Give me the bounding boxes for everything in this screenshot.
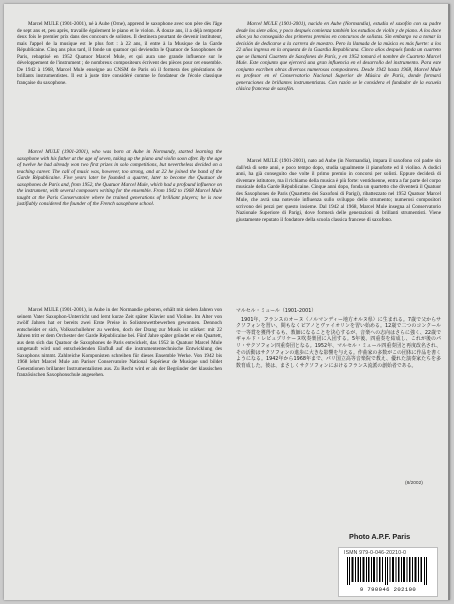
catalog-code: (8/2002) — [405, 481, 423, 486]
english-biography — [17, 149, 222, 208]
german-biography — [17, 307, 222, 379]
spanish-paragraph: Marcel MULE (1901-2001), nacido en Aube (Normandía), estudia el saxofón con su padre desde los siete años, y poco después comienza también los estudios de violín y de piano. A los doce años ya ha conseguido dos primeros premios en concursos de solistas. Sin embargo va a tomar la decisión de dedicarse a la carrera de maestro. Pero la llamada de la música es más fuerte: a los 22 años ingresa en la orquesta de la Guardia Republicana. Cinco años después funda un cuarteto que se llamará Cuarteto de Saxofones de París, y en 1952 tomará el nombre de Cuarteto Marcel Mule. Este conjunto que ejercerá una gran influencia en el desarrollo del instrumento. Para este conjunto escriben obras diversos numerosos compositores. Desde 1942 hasta 1968, Marcel Mule es profesor en el Conservatorio Nacional Superior de Música de París, donde formará generaciones de brillantes instrumentistas. Con razón se le considera el fundador de la escuela clásica francesa de saxofón. — [236, 21, 441, 93]
ismn-label: ISMN 979-0-046-20210-0 — [344, 550, 407, 556]
french-paragraph: Marcel MULE (1901-2001), né à Aube (Orne), apprend le saxophone avec son père dès l'âge de sept ans et, peu après, travaille également le piano et le violon. À douze ans, il a déjà remporté deux fois le premier prix dans des concours de solistes. Il destinera pourtant de devenir instituteur, mais l'appel de la musique est le plus fort : à 22 ans, il entre à la Musique de la Garde Républicaine. Cinq ans plus tard, il fonde un quatuor qui deviendra le Quatuor de Saxophones de Paris, rebaptisé en 1952 Quatuor Marcel Mule, et qui aura une grande influence sur le développement de l'instrument ; de nombreux compositeurs écrivent des pièces pour cet ensemble. De 1942 à 1968, Marcel Mule enseigne au CNSM de Paris où il formera des générations de brillants instrumentistes. Il est à juste titre considéré comme le fondateur de l'école classique française du saxophone. — [17, 21, 222, 86]
barcode-box — [338, 547, 438, 597]
photo-credit: Photo A.P.F. Paris — [349, 532, 411, 541]
japanese-heading: マルセル・ミュール（1901-2001） — [236, 308, 317, 314]
page-edge — [448, 4, 450, 600]
japanese-paragraph: 1901年、フランスのオーヌ（ノルマンディー地方オルヌ県）に生まれる。7歳で父からサクソフォンを習い、間もなくピアノとヴァイオリンを習い始める。12歳で二つのコンクールで一等賞を獲得するも、教師になることを決心するが、音楽への志向はさらに強く、22歳でギャルド・レピュブリケーヌ吹奏楽団に入団する。5年後、四重奏を結成し、これが後のパリ・サクソフォン四重奏団となる。1952年、マルセル・ミュール四重奏団と再度改名され、その活動はサクソフォンの進歩に大きな影響を与える。作曲家の多数がこの団体に作品を書くようになる。1942年から1968年まで、パリ国立高等音楽院で教え、優れた演奏家たちを多数育成した。彼は、まさしくサクソフォンにおけるフランス流派の創始者である。 — [236, 316, 441, 369]
italian-paragraph: Marcel MULE (1901-2001), nato ad Aube (in Normandia), impara il saxofono col padre sin dall'età di sette anni, e poco tempo dopo, studia ugualmente il pianoforte ed il violino. A dodici anni, ha già conseguito due volte il primo premio in concorsi per solisti. Eppure deciderà di diventare istitutore, ma il richiamo della musica è più forte: ventiduenne, entra a far parte del corpo musicale della Garde Républicaine. Cinque anni dopo, fonda un quartetto che diventerà il Quatuor des Saxophones de Paris (Quartetto dei Saxofoni di Parigi), ribattezzato nel 1952 Quatuor Marcel Mule, che avrà una notevole influenza sullo sviluppo dello strumento; numerosi compositori scrivono dei pezzi per questo insieme. Dal 1942 al 1968, Marcel Mule insegna al Conservatorio Nazionale Superiore di Parigi, dove formerà delle generazioni di brillanti strumentisti. Viene giustamente reputato il fondatore della scuola classica francese di saxofono. — [236, 158, 441, 223]
spanish-biography — [236, 21, 441, 93]
english-paragraph: Marcel MULE (1901-2001), who was born at Aube in Normandy, started learning the saxophone with his father at the age of seven, taking up the piano and violin soon after. By the age of twelve he had already won two first prizes in solo competitions, but nevertheless decided on a teaching career. The call of music was, however, too strong, and at 22 he joined the band of the Garde Républicaine. Five years later he founded a quartet, later to become the Quatuor de saxophones de Paris and, from 1952, the Quatuor Marcel Mule, which had a profound influence on the instrument, with several composers writing for the ensemble. From 1942 to 1968 Marcel Mule taught at the Paris Conservatoire where he trained generations of brilliant players; he is now justifiably considered the founder of the French saxophone school. — [17, 149, 222, 208]
barcode-number: 9 790046 202100 — [359, 586, 417, 593]
german-paragraph: Marcel MULE (1901-2001), in Aube in der Normandie geboren, erhält mit sieben Jahren von seinem Vater Saxophon-Unterricht und lernt kurze Zeit später Klavier und Violine. Im Alter von zwölf Jahren hat er bereits zwei Erste Preise in Solistenwettbewerben gewonnen. Dennoch entscheidet er sich, Volksschullehrer zu werden, doch der Drang zur Musik ist stärker: mit 22 Jahren tritt er dem Orchester der Garde Républicaine bei. Fünf Jahre später gründet er ein Quartett, aus dem sich das Quatuor de Saxophones de Paris entwickelt, das 1952 in Quatuor Marcel Mule umgetauft wird und entscheidenden Einfluß auf die instrumententechnische Entwicklung des Saxophons nimmt. Zahlreiche Komponisten schreiben für dieses Ensemble Werke. Von 1942 bis 1968 lehrt Marcel Mule am Pariser Conservatoire National Supérieur de Musique und bildet Generationen brillanter Instrumentalisten aus. Zu Recht wird er als der Begründer der klassischen französischen Saxophonschule angesehen. — [17, 307, 222, 379]
italian-biography — [236, 158, 441, 223]
french-biography — [17, 21, 222, 86]
back-cover-page — [4, 4, 450, 600]
japanese-biography — [236, 308, 441, 369]
barcode-icon — [347, 557, 429, 585]
